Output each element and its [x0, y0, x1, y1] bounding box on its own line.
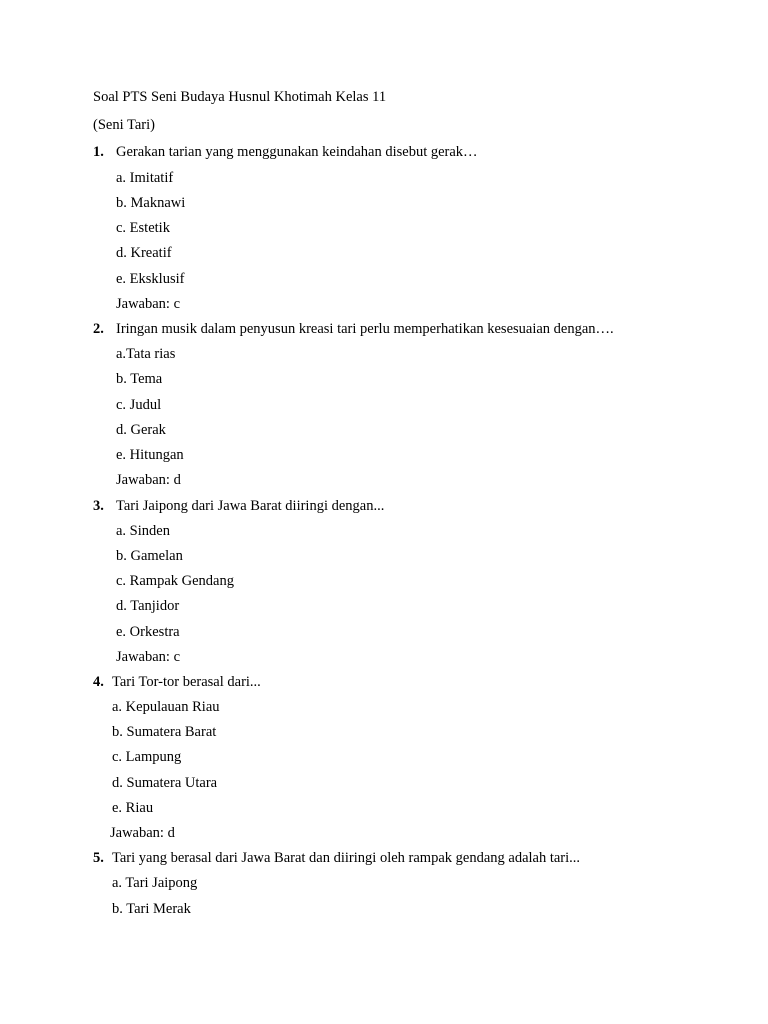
- question-number: 4.: [93, 674, 104, 690]
- option: e. Hitungan: [116, 447, 184, 463]
- option: d. Gerak: [116, 422, 166, 438]
- option: a. Imitatif: [116, 170, 174, 186]
- option: a.Tata rias: [116, 346, 176, 362]
- question-2: [93, 320, 614, 338]
- option: b. Maknawi: [116, 195, 186, 211]
- question-text: Tari yang berasal dari Jawa Barat dan diiringi oleh rampak gendang adalah tari...: [112, 850, 581, 866]
- section-heading: (Seni Tari): [93, 117, 155, 133]
- question-number: 1.: [93, 144, 104, 160]
- answer-line: Jawaban: c: [116, 649, 181, 665]
- question-text: Iringan musik dalam penyusun kreasi tari perlu memperhatikan kesesuaian dengan….: [116, 321, 614, 337]
- question-3: [93, 497, 384, 515]
- option: e. Eksklusif: [116, 271, 185, 287]
- question-text: Gerakan tarian yang menggunakan keindahan disebut gerak…: [116, 144, 478, 160]
- answer-line: Jawaban: c: [116, 296, 181, 312]
- option: b. Tari Merak: [112, 901, 191, 917]
- answer-line: Jawaban: d: [116, 472, 181, 488]
- question-1: [93, 143, 478, 161]
- option: b. Gamelan: [116, 548, 183, 564]
- option: b. Sumatera Barat: [112, 724, 217, 740]
- answer-line: Jawaban: d: [110, 825, 175, 841]
- option: c. Judul: [116, 397, 162, 413]
- option: c. Lampung: [112, 749, 182, 765]
- option: a. Tari Jaipong: [112, 875, 198, 891]
- option: e. Orkestra: [116, 624, 180, 640]
- option: c. Rampak Gendang: [116, 573, 234, 589]
- question-number: 2.: [93, 321, 104, 337]
- question-5: [93, 849, 580, 867]
- question-number: 5.: [93, 850, 104, 866]
- question-number: 3.: [93, 498, 104, 514]
- option: a. Kepulauan Riau: [112, 699, 220, 715]
- document-title: Soal PTS Seni Budaya Husnul Khotimah Kelas 11: [93, 89, 387, 105]
- question-text: Tari Tor-tor berasal dari...: [112, 674, 261, 690]
- question-4: [93, 673, 261, 691]
- option: a. Sinden: [116, 523, 170, 539]
- option: b. Tema: [116, 371, 163, 387]
- option: d. Kreatif: [116, 245, 172, 261]
- option: d. Sumatera Utara: [112, 775, 218, 791]
- question-text: Tari Jaipong dari Jawa Barat diiringi dengan...: [116, 498, 385, 514]
- option: e. Riau: [112, 800, 154, 816]
- option: d. Tanjidor: [116, 598, 180, 614]
- option: c. Estetik: [116, 220, 170, 236]
